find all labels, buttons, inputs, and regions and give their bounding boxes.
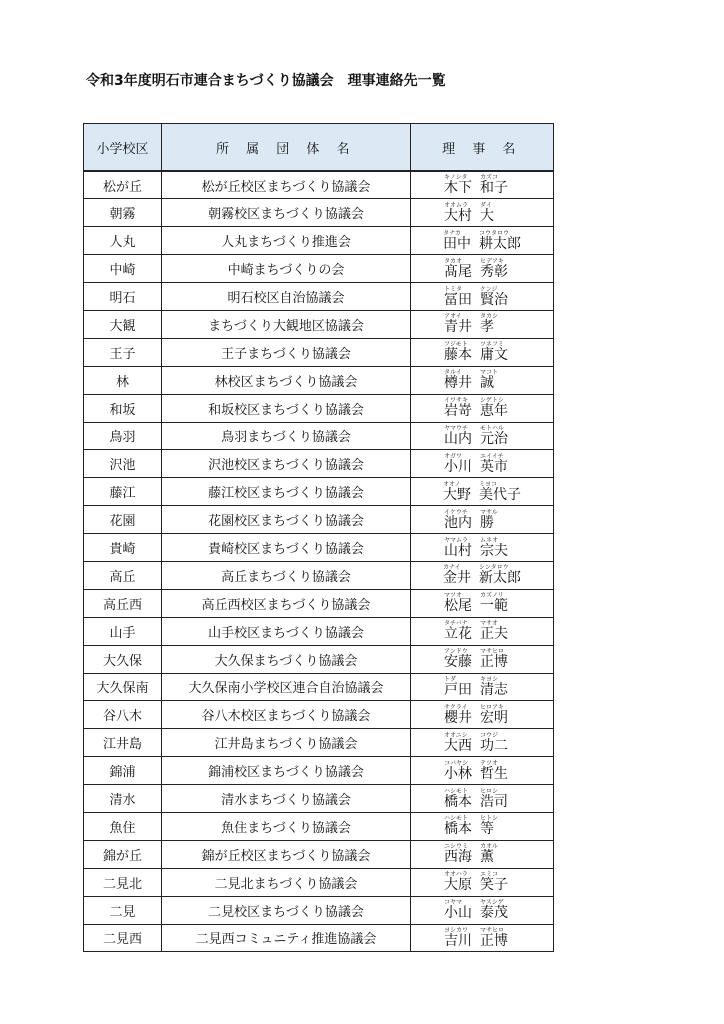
director-cell bbox=[411, 812, 554, 840]
family-name: 大原 bbox=[444, 877, 472, 894]
given-name: 正博 bbox=[480, 932, 508, 949]
director-name bbox=[444, 537, 520, 559]
table-row bbox=[84, 840, 554, 868]
given-name-kana: エミコ bbox=[480, 871, 499, 879]
given-name: 誠 bbox=[480, 375, 494, 392]
director-name bbox=[444, 313, 520, 335]
family-name: 冨田 bbox=[444, 291, 472, 308]
director-name bbox=[444, 286, 520, 308]
given-name-kana: ヤスシゲ bbox=[480, 899, 504, 907]
director-name bbox=[444, 425, 520, 447]
given-name-kana: カオル bbox=[480, 843, 499, 851]
school-district-cell: 林 bbox=[84, 366, 162, 394]
director-cell bbox=[411, 673, 554, 701]
director-cell bbox=[411, 924, 554, 952]
family-name-kana: ハシモト bbox=[444, 815, 469, 823]
school-district-cell: 人丸 bbox=[84, 227, 162, 255]
director-kanji bbox=[444, 711, 520, 726]
family-name-kana: オオニシ bbox=[444, 731, 468, 739]
given-name-kana: モトハル bbox=[480, 424, 504, 432]
table-row bbox=[84, 561, 554, 589]
family-name-kana: ヤマムラ bbox=[444, 536, 469, 544]
director-name bbox=[444, 899, 520, 921]
family-name-kana: フジモト bbox=[444, 341, 468, 349]
family-name: 田中 bbox=[443, 235, 471, 252]
school-district-cell: 花園 bbox=[84, 506, 162, 534]
given-name-kana: ケンジ bbox=[480, 285, 498, 293]
director-cell bbox=[411, 757, 554, 785]
given-name: 哲生 bbox=[480, 765, 508, 782]
given-name-kana: シゲトシ bbox=[480, 397, 504, 405]
family-name-kana: タナカ bbox=[443, 229, 461, 237]
director-cell bbox=[411, 506, 554, 534]
given-name: 薫 bbox=[480, 849, 494, 866]
given-name-kana: ヒロシ bbox=[480, 787, 499, 795]
director-name bbox=[444, 174, 520, 196]
family-name: 小林 bbox=[444, 765, 472, 782]
family-name: 山村 bbox=[444, 542, 472, 559]
director-name bbox=[444, 760, 520, 782]
family-name-kana: タルイ bbox=[444, 369, 462, 377]
table-row bbox=[84, 812, 554, 840]
director-cell bbox=[411, 199, 554, 227]
family-name-kana: イワサキ bbox=[444, 397, 469, 405]
table-row bbox=[84, 366, 554, 394]
director-kanji bbox=[444, 544, 520, 559]
director-kanji bbox=[444, 209, 520, 224]
school-district-cell: 錦が丘 bbox=[84, 840, 162, 868]
family-name: 吉川 bbox=[444, 932, 472, 949]
given-name: 賢治 bbox=[480, 291, 508, 308]
given-name: 元治 bbox=[480, 430, 508, 447]
organization-cell: 藤江校区まちづくり協議会 bbox=[162, 478, 411, 506]
director-cell bbox=[411, 729, 554, 757]
given-name-kana: エイイチ bbox=[480, 452, 504, 460]
table-row bbox=[84, 589, 554, 617]
director-name bbox=[444, 648, 520, 670]
given-name-kana: マサル bbox=[480, 508, 498, 516]
family-name-kana: マツオ bbox=[444, 592, 462, 600]
table-row bbox=[84, 534, 554, 562]
director-kanji bbox=[444, 404, 520, 419]
director-name bbox=[444, 202, 520, 224]
school-district-cell: 魚住 bbox=[84, 812, 162, 840]
organization-cell: 高丘西校区まちづくり協議会 bbox=[162, 589, 411, 617]
director-kanji bbox=[444, 293, 520, 308]
family-name-kana: キノシタ bbox=[444, 174, 468, 182]
family-name-kana: オガワ bbox=[444, 452, 462, 460]
director-name bbox=[444, 927, 520, 949]
given-name-kana: シンタロウ bbox=[479, 564, 509, 572]
director-cell bbox=[411, 561, 554, 589]
given-name: 恵年 bbox=[480, 403, 508, 420]
organization-cell: 江井島まちづくり協議会 bbox=[162, 729, 411, 757]
director-name bbox=[444, 620, 520, 642]
director-cell bbox=[411, 840, 554, 868]
school-district-cell: 松が丘 bbox=[84, 171, 162, 199]
family-name: 西海 bbox=[444, 849, 472, 866]
director-name bbox=[444, 704, 520, 726]
school-district-cell: 高丘 bbox=[84, 561, 162, 589]
table-row bbox=[84, 255, 554, 283]
given-name: 大 bbox=[480, 207, 494, 224]
family-name: 大村 bbox=[444, 207, 472, 224]
given-name: 和子 bbox=[480, 180, 508, 197]
given-name-kana: キヨシ bbox=[480, 675, 499, 683]
table-row bbox=[84, 338, 554, 366]
given-name: 笑子 bbox=[480, 877, 508, 894]
organization-cell: 大久保まちづくり協議会 bbox=[162, 645, 411, 673]
family-name: 金井 bbox=[443, 570, 471, 587]
header-school-district: 小学校区 bbox=[84, 124, 162, 172]
director-cell bbox=[411, 534, 554, 562]
organization-cell: 錦浦校区まちづくり協議会 bbox=[162, 757, 411, 785]
director-kanji bbox=[444, 599, 520, 614]
school-district-cell: 和坂 bbox=[84, 394, 162, 422]
director-name bbox=[444, 843, 520, 865]
organization-cell: 中崎まちづくりの会 bbox=[162, 255, 411, 283]
school-district-cell: 二見西 bbox=[84, 924, 162, 952]
given-name-kana: ミヨコ bbox=[479, 480, 498, 488]
given-name-kana: マコト bbox=[480, 369, 499, 377]
family-name: 髙尾 bbox=[444, 263, 472, 280]
given-name-kana: マサオ bbox=[480, 620, 498, 628]
family-name: 大野 bbox=[443, 486, 471, 503]
family-name-kana: イケウチ bbox=[444, 508, 468, 516]
organization-cell: 人丸まちづくり推進会 bbox=[162, 227, 411, 255]
given-name-kana: ヒデアキ bbox=[480, 257, 504, 265]
director-cell bbox=[411, 171, 554, 199]
director-kanji bbox=[444, 906, 520, 921]
organization-cell: 二見北まちづくり協議会 bbox=[162, 868, 411, 896]
table-row bbox=[84, 785, 554, 813]
director-kanji bbox=[444, 181, 520, 196]
table-row bbox=[84, 701, 554, 729]
organization-cell: 鳥羽まちづくり協議会 bbox=[162, 422, 411, 450]
director-kanji bbox=[444, 320, 520, 335]
table-header-row bbox=[84, 124, 554, 172]
table-row bbox=[84, 478, 554, 506]
table-row bbox=[84, 450, 554, 478]
school-district-cell: 谷八木 bbox=[84, 701, 162, 729]
school-district-cell: 清水 bbox=[84, 785, 162, 813]
family-name: 岩嵜 bbox=[444, 403, 472, 420]
table-row bbox=[84, 171, 554, 199]
family-name-kana: オオノ bbox=[443, 480, 461, 488]
family-name: 藤本 bbox=[444, 347, 472, 364]
organization-cell: 二見西コミュニティ推進協議会 bbox=[162, 924, 411, 952]
organization-cell: 錦が丘校区まちづくり協議会 bbox=[162, 840, 411, 868]
organization-cell: 清水まちづくり協議会 bbox=[162, 785, 411, 813]
table-row bbox=[84, 645, 554, 673]
organization-cell: 大久保南小学校区連合自治協議会 bbox=[162, 673, 411, 701]
given-name: 美代子 bbox=[479, 486, 521, 503]
director-kanji bbox=[444, 878, 520, 893]
given-name: 宗夫 bbox=[480, 542, 508, 559]
table-row bbox=[84, 924, 554, 952]
given-name: 英市 bbox=[480, 458, 508, 475]
school-district-cell: 王子 bbox=[84, 338, 162, 366]
given-name: 宏明 bbox=[480, 709, 508, 726]
given-name-kana: カズコ bbox=[480, 174, 499, 182]
director-name bbox=[444, 369, 520, 391]
director-name bbox=[444, 453, 520, 475]
family-name-kana: カナイ bbox=[443, 564, 461, 572]
organization-cell: 山手校区まちづくり協議会 bbox=[162, 617, 411, 645]
director-kanji bbox=[444, 934, 520, 949]
director-cell bbox=[411, 645, 554, 673]
director-name bbox=[443, 481, 521, 503]
given-name-kana: コウジ bbox=[480, 731, 499, 739]
family-name-kana: アンドウ bbox=[444, 648, 468, 656]
director-kanji bbox=[444, 516, 520, 531]
family-name: 青井 bbox=[444, 319, 472, 336]
given-name: 庸文 bbox=[480, 347, 508, 364]
director-name bbox=[444, 258, 520, 280]
table-row bbox=[84, 394, 554, 422]
organization-cell: 二見校区まちづくり協議会 bbox=[162, 896, 411, 924]
table-row bbox=[84, 617, 554, 645]
given-name-kana: ヒトシ bbox=[480, 815, 499, 823]
family-name: 樽井 bbox=[444, 375, 472, 392]
family-name-kana: ニシウミ bbox=[444, 843, 469, 851]
school-district-cell: 山手 bbox=[84, 617, 162, 645]
family-name: 橋本 bbox=[444, 793, 472, 810]
director-kanji bbox=[444, 376, 520, 391]
school-district-cell: 大久保南 bbox=[84, 673, 162, 701]
family-name-kana: アオイ bbox=[444, 313, 462, 321]
family-name: 小山 bbox=[444, 905, 472, 922]
school-district-cell: 朝霧 bbox=[84, 199, 162, 227]
director-cell bbox=[411, 255, 554, 283]
director-kanji bbox=[444, 655, 520, 670]
director-name bbox=[444, 676, 520, 698]
table-row bbox=[84, 896, 554, 924]
school-district-cell: 中崎 bbox=[84, 255, 162, 283]
family-name-kana: サクライ bbox=[444, 703, 468, 711]
given-name-kana: ツネフミ bbox=[480, 341, 504, 349]
table-row bbox=[84, 506, 554, 534]
director-kanji bbox=[444, 432, 520, 447]
family-name-kana: コヤマ bbox=[444, 899, 463, 907]
family-name-kana: トミタ bbox=[444, 285, 463, 293]
family-name: 安藤 bbox=[444, 654, 472, 671]
director-kanji bbox=[444, 795, 520, 810]
family-name: 大西 bbox=[444, 737, 472, 754]
family-name-kana: タチバナ bbox=[444, 620, 468, 628]
director-contact-table bbox=[83, 123, 554, 952]
school-district-cell: 江井島 bbox=[84, 729, 162, 757]
table-row bbox=[84, 283, 554, 311]
director-name bbox=[444, 592, 520, 614]
director-cell bbox=[411, 701, 554, 729]
director-kanji bbox=[444, 822, 520, 837]
document-title: 令和3年度明石市連合まちづくり協議会 理事連絡先一覧 bbox=[86, 73, 446, 89]
organization-cell: まちづくり大観地区協議会 bbox=[162, 310, 411, 338]
given-name-kana: マサヒロ bbox=[480, 926, 505, 934]
organization-cell: 林校区まちづくり協議会 bbox=[162, 366, 411, 394]
organization-cell: 松が丘校区まちづくり協議会 bbox=[162, 171, 411, 199]
director-cell bbox=[411, 868, 554, 896]
table-body bbox=[84, 171, 554, 952]
director-cell bbox=[411, 394, 554, 422]
family-name: 櫻井 bbox=[444, 709, 472, 726]
family-name: 小川 bbox=[444, 458, 472, 475]
director-cell bbox=[411, 450, 554, 478]
director-name bbox=[444, 341, 520, 363]
director-kanji bbox=[444, 460, 520, 475]
school-district-cell: 貴崎 bbox=[84, 534, 162, 562]
family-name: 木下 bbox=[444, 180, 472, 197]
given-name-kana: ダイ bbox=[480, 201, 492, 209]
table-row bbox=[84, 199, 554, 227]
family-name: 橋本 bbox=[444, 821, 472, 838]
table-row bbox=[84, 673, 554, 701]
organization-cell: 魚住まちづくり協議会 bbox=[162, 812, 411, 840]
table-row bbox=[84, 868, 554, 896]
director-kanji bbox=[443, 571, 521, 586]
organization-cell: 王子まちづくり協議会 bbox=[162, 338, 411, 366]
director-cell bbox=[411, 338, 554, 366]
school-district-cell: 大久保 bbox=[84, 645, 162, 673]
given-name-kana: マサヒロ bbox=[480, 648, 505, 656]
table-row bbox=[84, 227, 554, 255]
given-name: 一範 bbox=[480, 598, 508, 615]
family-name-kana: コバヤシ bbox=[444, 759, 468, 767]
header-director-name: 理 事 名 bbox=[411, 124, 554, 172]
given-name-kana: テツオ bbox=[480, 759, 498, 767]
table-row bbox=[84, 729, 554, 757]
director-name bbox=[443, 564, 521, 586]
director-kanji bbox=[444, 767, 520, 782]
director-cell bbox=[411, 366, 554, 394]
organization-cell: 朝霧校区まちづくり協議会 bbox=[162, 199, 411, 227]
organization-cell: 沢池校区まちづくり協議会 bbox=[162, 450, 411, 478]
director-kanji bbox=[444, 627, 520, 642]
director-kanji bbox=[443, 488, 521, 503]
organization-cell: 貴崎校区まちづくり協議会 bbox=[162, 534, 411, 562]
director-name bbox=[444, 397, 520, 419]
family-name-kana: ヤマウチ bbox=[444, 424, 469, 432]
director-cell bbox=[411, 589, 554, 617]
organization-cell: 明石校区自治協議会 bbox=[162, 283, 411, 311]
header-organization: 所 属 団 体 名 bbox=[162, 124, 411, 172]
family-name-kana: ハシモト bbox=[444, 787, 469, 795]
given-name-kana: カズノリ bbox=[480, 592, 504, 600]
given-name: 清志 bbox=[480, 681, 508, 698]
organization-cell: 花園校区まちづくり協議会 bbox=[162, 506, 411, 534]
school-district-cell: 明石 bbox=[84, 283, 162, 311]
school-district-cell: 沢池 bbox=[84, 450, 162, 478]
director-cell bbox=[411, 422, 554, 450]
family-name: 松尾 bbox=[444, 598, 472, 615]
director-cell bbox=[411, 617, 554, 645]
director-kanji bbox=[444, 683, 520, 698]
organization-cell: 高丘まちづくり協議会 bbox=[162, 561, 411, 589]
director-kanji bbox=[444, 739, 520, 754]
family-name-kana: トダ bbox=[444, 675, 457, 683]
given-name-kana: タカシ bbox=[480, 313, 499, 321]
given-name: 正夫 bbox=[480, 626, 508, 643]
school-district-cell: 二見 bbox=[84, 896, 162, 924]
given-name: 秀彰 bbox=[480, 263, 508, 280]
organization-cell: 谷八木校区まちづくり協議会 bbox=[162, 701, 411, 729]
director-name bbox=[444, 788, 520, 810]
director-kanji bbox=[444, 348, 520, 363]
school-district-cell: 高丘西 bbox=[84, 589, 162, 617]
organization-cell: 和坂校区まちづくり協議会 bbox=[162, 394, 411, 422]
given-name-kana: コウタロウ bbox=[479, 229, 509, 237]
given-name-kana: ムネオ bbox=[480, 536, 499, 544]
director-cell bbox=[411, 227, 554, 255]
school-district-cell: 錦浦 bbox=[84, 757, 162, 785]
family-name-kana: ヨシカワ bbox=[444, 926, 469, 934]
table-row bbox=[84, 422, 554, 450]
director-kanji bbox=[444, 850, 520, 865]
director-name bbox=[444, 815, 520, 837]
director-cell bbox=[411, 283, 554, 311]
director-name bbox=[444, 871, 520, 893]
director-cell bbox=[411, 896, 554, 924]
given-name: 正博 bbox=[480, 654, 508, 671]
given-name: 孝 bbox=[480, 319, 494, 336]
table-row bbox=[84, 310, 554, 338]
family-name-kana: タカオ bbox=[444, 257, 463, 265]
director-name bbox=[444, 509, 520, 531]
given-name-kana: ヒロアキ bbox=[480, 703, 504, 711]
family-name-kana: オオムラ bbox=[444, 201, 468, 209]
family-name: 立花 bbox=[444, 626, 472, 643]
given-name: 泰茂 bbox=[480, 905, 508, 922]
family-name: 山内 bbox=[444, 430, 472, 447]
given-name: 等 bbox=[480, 821, 494, 838]
director-kanji bbox=[444, 265, 520, 280]
given-name: 功二 bbox=[480, 737, 508, 754]
director-name bbox=[443, 230, 521, 252]
given-name: 耕太郎 bbox=[479, 235, 521, 252]
family-name-kana: オオハラ bbox=[444, 871, 468, 879]
family-name: 池内 bbox=[444, 514, 472, 531]
school-district-cell: 大観 bbox=[84, 310, 162, 338]
given-name: 新太郎 bbox=[479, 570, 521, 587]
given-name: 勝 bbox=[480, 514, 494, 531]
school-district-cell: 藤江 bbox=[84, 478, 162, 506]
director-cell bbox=[411, 310, 554, 338]
school-district-cell: 二見北 bbox=[84, 868, 162, 896]
table-row bbox=[84, 757, 554, 785]
given-name: 浩司 bbox=[480, 793, 508, 810]
school-district-cell: 鳥羽 bbox=[84, 422, 162, 450]
director-cell bbox=[411, 785, 554, 813]
family-name: 戸田 bbox=[444, 681, 472, 698]
director-kanji bbox=[443, 237, 521, 252]
director-name bbox=[444, 732, 520, 754]
director-cell bbox=[411, 478, 554, 506]
